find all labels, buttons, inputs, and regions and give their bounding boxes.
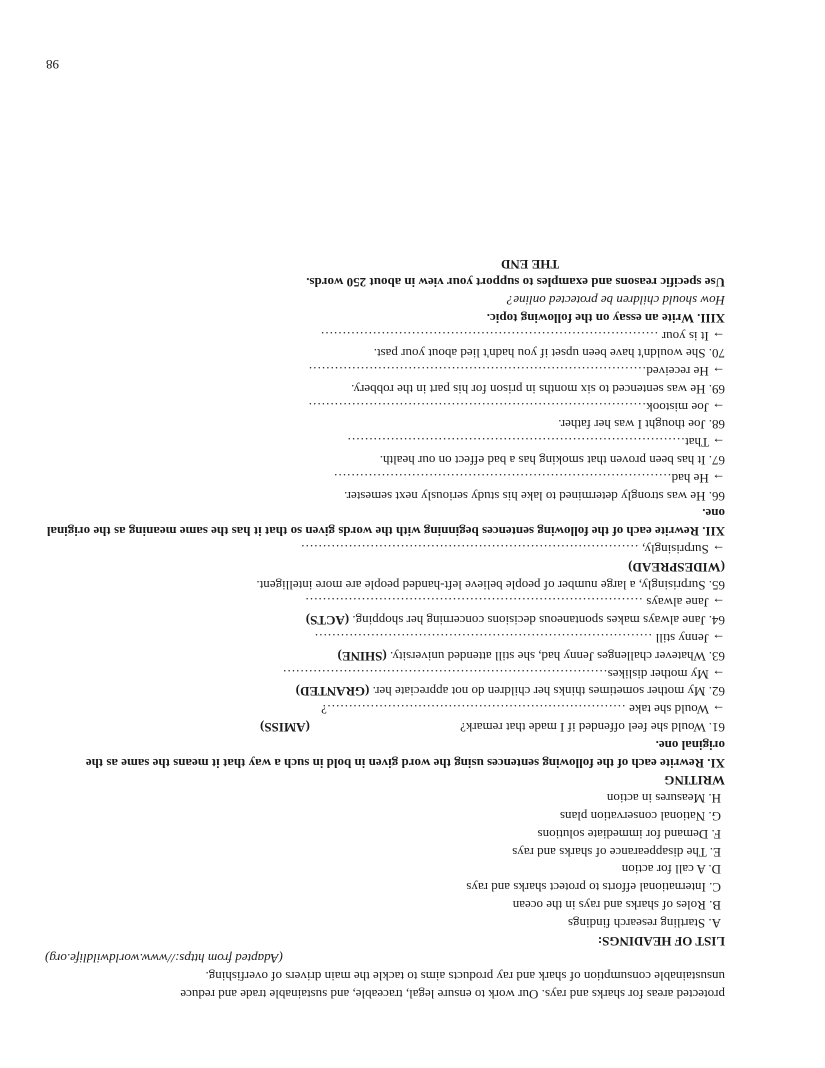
heading-option: D. A call for action: [621, 862, 721, 878]
question-67-text: 67. It has been proven that smoking has a bad effect on our health.: [379, 453, 725, 469]
answer-63-field[interactable]: → Jenny still ……………………………………………………………………: [314, 631, 725, 647]
question-66-text: 66. He was strongly determined to lake his study seriously next semester.: [344, 488, 725, 504]
question-68-text: 68. Joe thought I was her father.: [558, 417, 725, 433]
question-65-keyword: (WIDESPREAD): [628, 559, 725, 575]
the-end-label: THE END: [500, 257, 560, 273]
question-63: [45, 647, 725, 665]
section-xii-instruction: XII. Rewrite each of the following sentences beginning with the words given so that it has the same meaning as the original one.: [46, 506, 725, 540]
answer-66-field[interactable]: → He had……………………………………………………………………: [333, 470, 725, 486]
question-62-keyword: (GRANTED): [295, 684, 370, 700]
heading-option: H. Measures in action: [606, 791, 721, 807]
intro-line-1: protected areas for sharks and rays. Our work to ensure legal, traceable, and sustainable trade and reduce: [180, 987, 725, 1002]
question-64-text: 64. Jane always makes spontaneous decisions concerning her shopping.: [352, 613, 725, 629]
intro-line-2: unsustainable consumption of shark and ray products aims to tackle the main drivers of overfishing.: [205, 969, 725, 985]
question-70-text: 70. She wouldn't have been upset if you hadn't lied about your past.: [373, 346, 725, 362]
heading-option: A. Startling research findings: [567, 915, 721, 931]
answer-69-field[interactable]: → He received……………………………………………………………………: [308, 364, 725, 380]
section-xiii-instruction: XIII. Write an essay on the following topic.: [486, 310, 725, 326]
question-61-keyword: (AMISS): [260, 720, 310, 736]
headings-title: LIST OF HEADINGS:: [597, 933, 725, 949]
writing-title: WRITING: [664, 773, 725, 789]
question-63-keyword: (SHINE): [337, 648, 387, 664]
question-64: [45, 611, 725, 629]
heading-option: G. National conservation plans: [559, 809, 721, 825]
answer-62-field[interactable]: → My mother dislikes…………………………………………………………………: [282, 666, 725, 682]
source-citation: (Adapted from https://www.worldwildlife.org): [45, 951, 283, 967]
heading-option: F. Demand for immediate solutions: [537, 826, 721, 842]
section-xi-instruction: XI. Rewrite each of the following sentences using the word given in bold in such a way that it means the same as the original one.: [85, 737, 725, 771]
essay-topic: How should children be protected online?: [506, 292, 725, 308]
answer-64-field[interactable]: → Jane always ……………………………………………………………………: [305, 595, 725, 611]
question-62: [45, 683, 725, 701]
heading-option: C. International efforts to protect sharks and rays: [466, 880, 721, 896]
question-64-keyword: (ACTS): [305, 613, 350, 629]
answer-68-field[interactable]: → Joe mistook……………………………………………………………………: [308, 399, 725, 415]
question-62-text: 62. My mother sometimes thinks her children do not appreciate her.: [372, 684, 725, 700]
question-61: [260, 718, 725, 736]
page-number: 98: [46, 57, 59, 72]
essay-requirement: Use specific reasons and examples to support your view in about 250 words.: [306, 275, 725, 291]
answer-65-field[interactable]: → Surprisingly, ……………………………………………………………………: [300, 542, 725, 558]
question-61-text: 61. Would she feel offended if I made that remark?: [460, 720, 725, 736]
answer-67-field[interactable]: → That……………………………………………………………………: [347, 435, 725, 451]
answer-61-field[interactable]: → Would she take ……………………………………………………………?: [321, 702, 725, 718]
question-69-text: 69. He was sentenced to six months in prison for his part in the robbery.: [351, 381, 725, 397]
question-65-text: 65. Surprisingly, a large number of people believe left-handed people are more intelligent.: [256, 577, 725, 593]
heading-option: E. The disappearance of sharks and rays: [512, 844, 721, 860]
document-body: [45, 256, 725, 1003]
answer-70-field[interactable]: → It is your ……………………………………………………………………: [320, 328, 725, 344]
heading-option: B. Roles of sharks and rays in the ocean: [512, 898, 721, 914]
question-63-text: 63. Whatever challenges Jenny had, she still attended university.: [389, 648, 725, 664]
